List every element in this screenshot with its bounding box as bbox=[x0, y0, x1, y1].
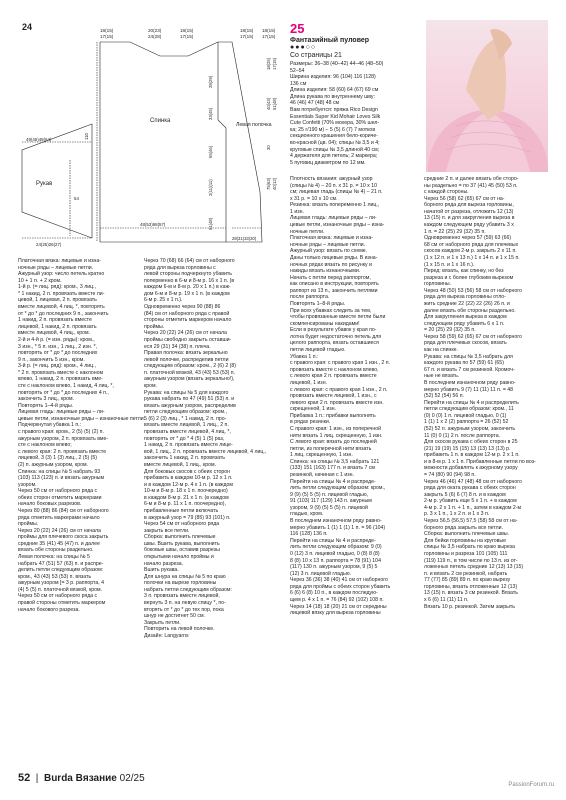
schem-top-label: 17(15) bbox=[262, 34, 276, 39]
schem-top-label: 17(15) bbox=[180, 34, 194, 39]
schem-top-label: 18(15) bbox=[262, 28, 276, 33]
back-bottom-label: 48(53)58(57) bbox=[140, 222, 166, 227]
sleeve-height-label: 54 bbox=[74, 196, 79, 201]
front-side-label: 17(15) bbox=[272, 57, 277, 70]
sleeve-label: Рукав bbox=[36, 181, 53, 187]
see-page-reference: Со страницы 21 bbox=[290, 52, 342, 59]
side-label: 2(11)(11) bbox=[208, 179, 213, 196]
schem-top-label: 20(23) bbox=[148, 28, 162, 33]
front-side-label: 51(48) bbox=[272, 97, 277, 110]
back-outline bbox=[100, 42, 226, 242]
front-side-label: 18(25) bbox=[266, 57, 271, 70]
side-label: 51(48) bbox=[208, 217, 213, 230]
sleeve-top-label: 49(46)48(64) bbox=[26, 137, 52, 142]
difficulty-rating: ●●●○○ bbox=[290, 44, 317, 51]
back-neckline bbox=[100, 42, 218, 56]
front-side-label: 40(12) bbox=[272, 177, 277, 190]
footer-magazine-name: Burda Вязание bbox=[43, 773, 117, 784]
schem-top-label: 18(15) bbox=[180, 28, 194, 33]
back-label: Спинка bbox=[150, 118, 171, 124]
pattern-header bbox=[290, 22, 420, 166]
footer-page-number: 52 bbox=[18, 772, 31, 784]
schem-top-label: 18(15) bbox=[240, 28, 254, 33]
watermark: PassionForum.ru bbox=[508, 782, 554, 788]
schem-top-label: 17(15) bbox=[100, 34, 114, 39]
front-side-label: 75(63) bbox=[266, 177, 271, 190]
schematic-page-ref: 24 bbox=[22, 22, 33, 32]
model-photo bbox=[426, 20, 548, 172]
front-bottom-label: 28(31)33(30) bbox=[232, 236, 257, 241]
front-outline bbox=[218, 42, 262, 242]
front-side-label: 30 bbox=[266, 145, 271, 150]
instructions-column-3: Плотность вязания: ажурный узор (спицы № 4) – 20 п. х 31 р. = 10 х 10 см; лицевая гладь (спицы № 4) – 21 п. х 31 р. = 10 х 10 см. Резинка: вязать попеременно 1 лиц., 1 изн. Лицевая гладь: лицевые ряды – ли- цевые петли, изнаночные ряды – изна- ночные петли. Платочная вязка: лицевые и изна- ночные ряды – лицевые петли. Ажурный узор: вязать по схеме. Даны только лицевые ряды. В изна- ночных рядах вязать по рисунку и накиды вязать изнаночными. Начать с петли перед раппортом, как описано в инструкции, повторять раппорт из 13 п., закончить петлями после раппорта. Повторять 1–8-й ряды. При всех убавках следить за тем, чтобы провязанные вместе петли были скомпенсированы накидами! Если в результате убавок у края по- лотна будет недостаточно петель для целого раппорта, вязать оставшиеся петли лицевой гладью. Убавка 1 п.: с правого края: с правого края 1 изн., 2 п. провязать вместе с наклоном влево, с левого края 2 п. провязать вместе лицевой, 1 изн. с левого края: с правого края 1 изн., 2 п. провязать вместе лицевой, 1 изн., с левого края 2 п. провязать вместе изн. скрещенной, 1 изн. Прибавка 1 п.: прибавки выполнять в рядах резинки. С правого края: 1 изн., из поперечной нити вязать 1 лиц. скрещенную, 1 изн. С левого края: вязать до последней петли, из поперечной нити вязать 1 лиц. скрещенную, 1 изн. Спинка: на спицы № 3,5 набрать 121 (133) 151 (163) 177 п. и вязать 7 см резинкой, начиная с 1 изн. Перейти на спицы № 4 и распреде- лить петли следующим образом: кром., 9 (9) (5) 5 (5) п. лицевой гладью, 91 (103) 117 (129) 143 п. ажурным узором, 9 (9) (5) 5 (5) п. лицевой гладью, кром. В последнем изнаночном ряду равно- мерно убавить 1 (1) 1 (1) 1 п. = 96 (104) 116 (128) 136 п. Перейти на спицы № 4 и распреде- лить петли следующим образом: 9 (0) 0 (12) 3 п. лицевой гладью, 0 (8) 8 (8) 8 (8) 10 х 13 п. раппорта = 78 (91) 104 (117) 130 п. ажурным узором, 9 (5) 5 (12) 3 п. лицевой гладью. Через 36 (36) 38 (40) 41 см от наборного ряда для проймы с обеих сторон убавить 6 (6) 6 (8) 10 п., в каждом последую- щем р. 4 х 1 п. = 76 (84) 92 (102) 108 п. Через 14 (18) 18 (20) 21 см от середины лицевой вязку для выреза горловины bbox=[290, 176, 391, 617]
back-height-label: 110 bbox=[84, 133, 89, 140]
instructions-column-1: Платочная вязка: лицевые и изна- ночные ряды – лицевые петли. Ажурный узор: число петель кратно 10 + 1 п. + 2 кром. 1-й р. (= лиц. ряд): кром., 3 лиц., * 1 накид, 2 п. провязать вместе ли- цевой, 1 лицевая, 2 п. провязать вместе лицевой, 4 лиц. *, повторять от * до * до последних 9 п., закончить 1 накид, 2 п. провязать вместе лицевой, 1 накид, 2 п. провязать вместе лицевой, 4 лиц., кром. 2-й и 4-й р. (= изн. ряды): кром., 3 изн., * 5 п. изн., 1 лиц., 2 изн. *, повторять от * до * до последних 9 п., закончить 5 изн., кром. 3-й р. (= лиц. ряд): кром., 4 лиц., * 2 п. провязать вместе с наклоном влево, 1 накид, 2 п. провязать вме- сте с наклоном влево, 1 накид, 4 лиц. *, повторять от * до * до последних 4 п., закончить 3 лиц., кром. Повторять 1–4-й ряды. Лицевая гладь: лицевые ряды – ли- цевые петли, изнаночные ряды – изнаночные петли. Подчеркнутая убавка 1 п.: с правого края: кром., 2 (5) (5) (2) п. ажурным узором, 2 п. провязать вме- сте с наклоном влево; с левого края: 2 п. провязать вместе лицевой, 3 (3) 1 (3) лиц., 2 (5) (5) (2) п. ажурным узором, кром. Спинка: на спицы № 5 набрать 93 (103) 113 (123) п. и вязать ажурным узором. Через 50 см от наборного ряда с обеих сторон отметить маркерами начало боковых разрезов. Через 80 (88) 86 (84) см от наборного ряда отметить маркерами начало проймы. Через 20 (22) 24 (26) см от начала проймы для плечевого скоса закрыть средние 35 (41) 45 (47) п. и далее вязать обе стороны раздельно. Левая полочка: на спицы № 5 набрать 47 (51) 57 (63) п. и распре- делить петли следующим образом: кром., 43 (43) 53 (53) п. вязать ажурным узором [= 3 p. раппорта, 4 (4) 5 (5) п. платочной вязкой, кром. Через 50 см от наборного ряда с правой стороны отметить маркером начало бокового разреза. bbox=[18, 258, 146, 613]
pattern-specs: Размеры: 36–38 (40–42) 44–46 (48–50) 52–54 Ширина изделия: 96 (104) 116 (128) 136 см Длина изделия: 58 (60) 64 (67) 69 см Длина рукава по внутреннему шву: 46 (46) 47 (48) 48 см Вам потребуется: пряжа Rico Design Essentials Super Kid Mohair Loves Silk Cute Confetti (70% мохера, 30% шел- ка; 25 г/190 м) – 5 (5) 6 (7) 7 мотков секционного крашения бело-кориче- во-красной (цв. 04); спицы № 3,5 и 4; круговые спицы № 3,5 длиной 40 см; 4 держателя для петель; 2 маркера; 5 пуговиц диаметром по 12 мм. bbox=[290, 61, 384, 166]
side-label: 65(46) bbox=[208, 145, 213, 158]
pattern-title: Фантазийный пуловер bbox=[290, 37, 370, 44]
schem-top-label: 18(15) bbox=[100, 28, 114, 33]
instructions-column-4: средние 2 п. и далее вязать обе сторо- ны раздельно = по 37 (41) 45 (50) 53 п. с каждой стороны. Через 56 (58) 62 (65) 67 см от на- борного ряда для выреза горловины, начатой от разреза, отложить 12 (13) 13 (15) п. и для закругления выреза в каждом следующем ряду убавить 3 х 1 п. = 22 (25) 29 (32) 35 п. Одновременно через 57 (59) 63 (66) 68 см от наборного ряда для плечевых скосов каждом 2-м р. закрыть 2 х 11 п. (1 х 12 п. и 1 х 13 п.) 1 х 14 п. и 1 х 15 п. (1 х 15 п. и 1 х 16 п.). Перед: вязать, как спинку, но без разреза и с более глубоким вырезом горловины. Через 48 (50) 53 (56) 58 см от наборного ряда для выреза горловины отло- жить средние 22 (22) 22 (26) 26 п. и далее вязать обе стороны раздельно. Для закругления выреза в каждом следующем ряду убавить 6 х 1 п. = 20 (25) 29 (32) 35 п. Через 58 (59) 62 (65) 67 см от наборного ряда для плечевых скосов, вязать как на спинке. Рукава: на спицы № 3,5 набрать для каждого рукава по 57 (59) 61 (65) 67 п. и вязать 7 см резинкой. Кромоч- ные не вязать. В последнем изнаночном ряду равно- мерно убавить 9 (7) 11 (11) 11 п. = 48 (52) 52 (54) 56 п. Перейти на спицы № 4 и распределить петли следующим образом: кром., 11 (0) 0 (0) 1 п. лицевой гладью, 0 (1) 1 (1) 1 х 2 (2) раппорта = 26 (52) 52 (52) 52 п. ажурным узором, закончить 11 (0) 0 (1) 2 п. после раппорта. Для скосов рукава с обеих сторон в 25 (21) 19 (19) 15 (15) 13 (13) 13 (13) р. прибавить 1 п. в каждом 12-м р. 2 х 1 п. и в 8-м р. 1 х 1 п. Прибавленные петли по воз- можности добавлять к ажурному узору = 74 (80) 90 (94) 98 п. Через 46 (46) 47 (48) 48 см от наборного ряда для оката рукава с обеих сторон закрыть 5 (6) 6 (7) 8 п. и в каждом 2-м р. убавить еще 5 х 1 п. + в каждом 4-м р. 2 х 1 п. + 1 п., затем в каждом 2-м р. 3 х 1 п., 1 х 2 п. и 1 х 3 п. Через 56,5 (56,5) 57,5 (58) 58 см от на- борного ряда закрыть все петли. Сборка: выполнить плечевые швы. Для бейки горловины на круговые спицы № 3,5 набрать по краю выреза горловины и разреза 101 (105) 111 (119) 119 п., в том числе по 13 п. из от- ложенных петель средние 12 (13) 13 (15) п. и вязать 2 см резинкой, набрать 77 (77) 85 (89) 89 п. по краю вырезу горловины, вязать отложенные 12 (13) 13 (15) п. вязать 3 см резинкой. Вязать х 6 (6) 11 (11) 11 п. Вязать 10 р. резинкой. Затем закрыть bbox=[424, 176, 536, 610]
front-side-label: 40(43) bbox=[266, 97, 271, 110]
schem-top-label: 24(28) bbox=[148, 34, 162, 39]
front-label: Левая полочка bbox=[236, 122, 272, 128]
side-label: 28(29) bbox=[208, 75, 213, 88]
footer-issue: 02/25 bbox=[119, 773, 145, 784]
page-footer: 52 | Burda Вязание 02/25 bbox=[18, 772, 145, 784]
pattern-number: 25 bbox=[290, 21, 305, 36]
side-label: 33(45) bbox=[208, 107, 213, 120]
schem-top-label: 17(15) bbox=[240, 34, 254, 39]
sleeve-bottom-label: 24(25)26(27) bbox=[36, 242, 62, 247]
instructions-column-2: Через 70 (68) 66 (64) см от наборного ряда для выреза горловины с левой стороны подчеркнуто убавить поперменно в 6-м и 8-м р. 16 х 1 п. (в каждом 6-м и 8-м р. 20 х 1 п.) в каж- дом 6-м и 8-м р. 19 х 1 п. (в каждом 6-м р. 25 х 1 п.). Одновременно через 90 (88) 86 (84) см от наборного ряда с правой стороны отметить маркером начало проймы. Через 20 (22) 24 (26) см от начала проймы свободно закрыть оставши- еся 29 (31) 34 (38) п. плеча. Правая полочка: вязать зеркально левой полочке, распределив петли следующим образом: кром., 2 (6) 2 (8) п. платочной вязкой, 43 (43) 53 (53) п. ажурным узором (вязать зеркально!), кром. Рукава: на спицы № 5 для каждого рукава набрать по 47 (49) 51 (53) п. и вязать ажурным узором, распределив петли следующим образом: кром., 5 (6) 2 (3) лиц., * 1 накид, 2 п. про- вязать вместе лицевой, 1 лиц., 2 п. провязать вместе лицевой, 4 лиц. *, повторять от * до * 4 (5) 1 (5) раз, 1 накид, 2 п. провязать вместе лице- вой, 1 лиц., 2 п. провязать вместе лицевой, 4 лиц., закончить 1 накид, 2 п. провязать вместе лицевой, 1 лиц., кром. Для боковых скосов с обеих сторон прибавить в каждом 10-м р. 12 х 1 п. и в каждом 12-м р. 4 х 1 п. (в каждом 10-м и 8-м р. 18 х 1 п. поочередно) в каждом 8-м р. 21 х 1 п. (в каждом 6-м и 8-м р. 11 х 1 п. поочередно), прибавленные петли включать в ажурный узор = 79 (85) 93 (101) п. Через 54 см от наборного ряда закрыть все петли. Сборка: выполнить плечевые швы. Вшить рукава, выполнить боковые швы, оставив разрезы открытыми начало проймы и начало разреза. Вшить рукава. Для шнура на спицы № 5 по краю полочки на вырезе горловины набрать петли следующим образом: 3 п. провязать вместе лицевой, вернуть 3 п. на левую спицу *, по- вторять от * до * до тех пор, пока шнур не достигнет 50 см. Закрыть петли. Повторить на левой полочке. Дизайн: Langyarns bbox=[144, 258, 267, 639]
